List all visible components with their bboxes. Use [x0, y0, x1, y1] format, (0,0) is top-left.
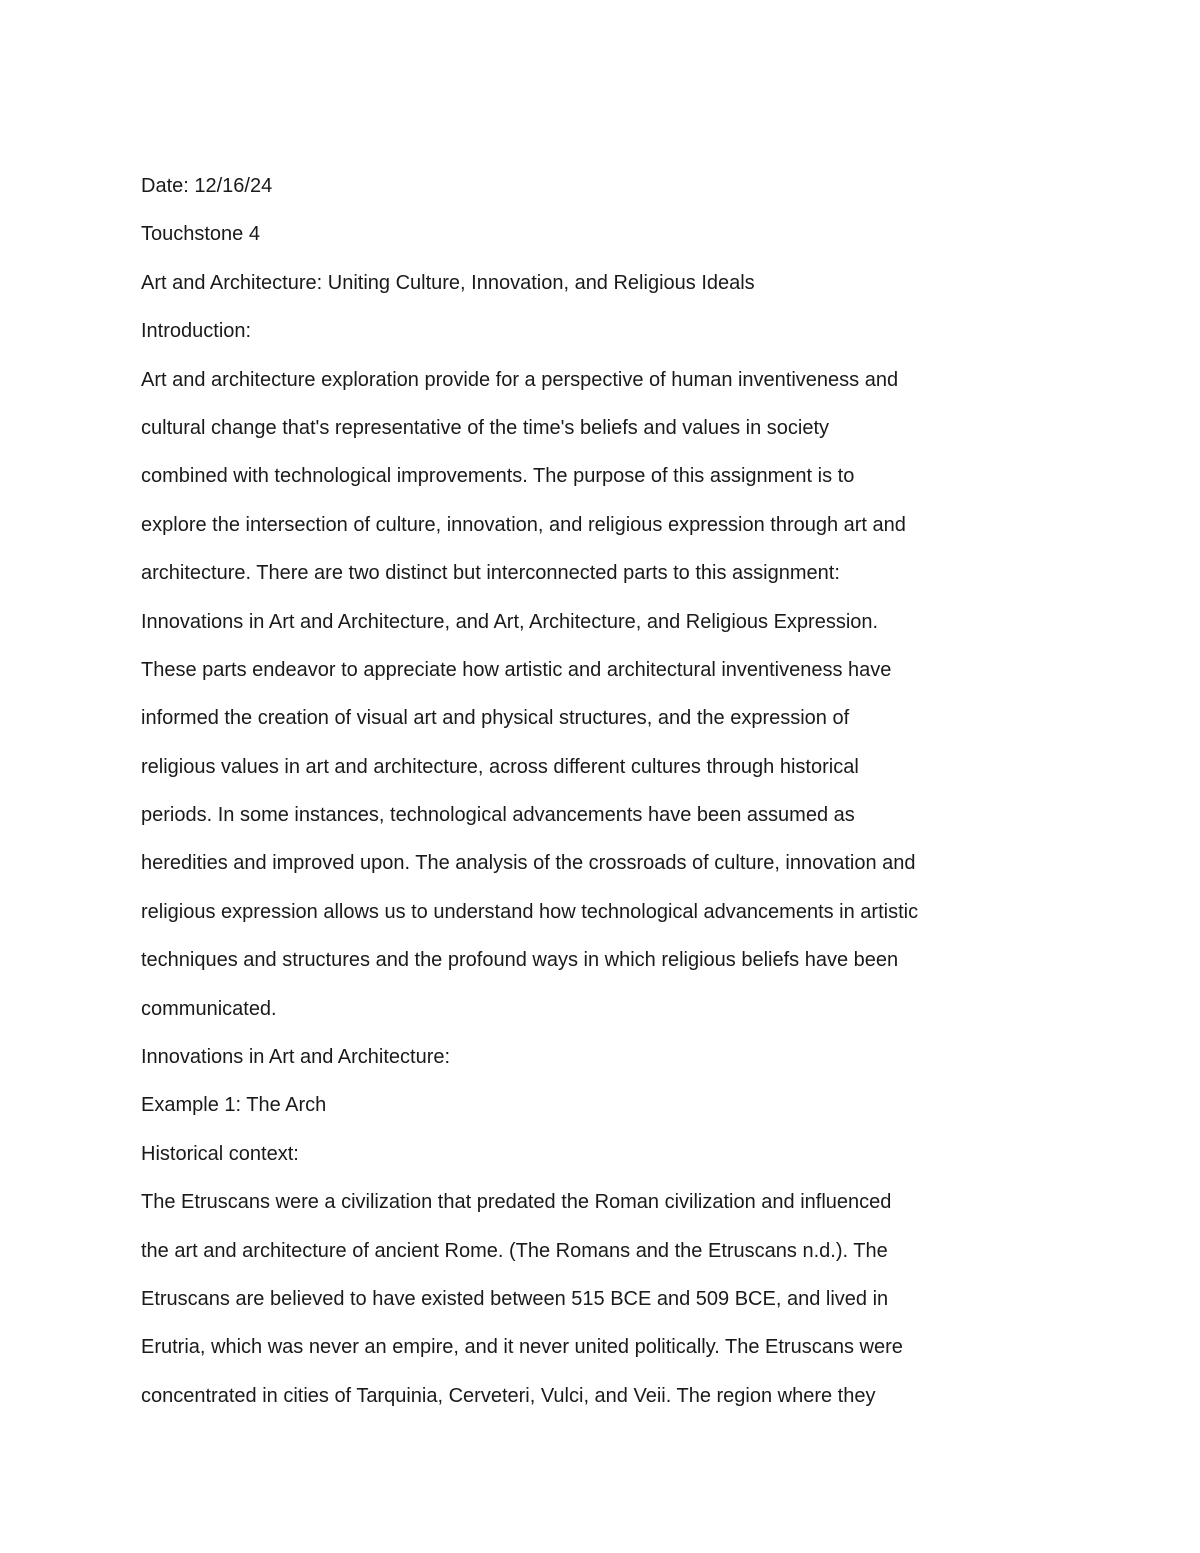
body-text-line: informed the creation of visual art and physical structures, and the expression of: [141, 707, 850, 730]
body-text-line: Etruscans are believed to have existed between 515 BCE and 509 BCE, and lived in: [141, 1287, 889, 1310]
body-text-line: periods. In some instances, technological advancements have been assumed as: [141, 804, 855, 827]
date-line: Date: 12/16/24: [141, 175, 273, 197]
body-text-line: heredities and improved upon. The analysis of the crossroads of culture, innovation and: [141, 852, 916, 875]
body-text-line: communicated.: [141, 997, 277, 1020]
body-text-line: concentrated in cities of Tarquinia, Cerveteri, Vulci, and Veii. The region where they: [141, 1384, 876, 1407]
body-text-line: religious expression allows us to understand how technological advancements in artistic: [141, 900, 919, 923]
body-text-line: Art and architecture exploration provide for a perspective of human inventiveness and: [141, 368, 899, 391]
body-text-line: Erutria, which was never an empire, and it never united politically. The Etruscans were: [141, 1336, 903, 1359]
document-body: [141, 162, 1001, 1420]
body-text-line: Innovations in Art and Architecture, and Art, Architecture, and Religious Expression.: [141, 610, 879, 633]
assignment-label: Touchstone 4: [141, 223, 260, 246]
subsection-heading-example-1: Example 1: The Arch: [141, 1094, 327, 1117]
subsection-heading-historical-context: Historical context:: [141, 1142, 299, 1165]
body-text-line: These parts endeavor to appreciate how artistic and architectural inventiveness have: [141, 658, 892, 681]
body-text-line: techniques and structures and the profound ways in which religious beliefs have been: [141, 949, 899, 972]
document-title: Art and Architecture: Uniting Culture, Innovation, and Religious Ideals: [141, 271, 755, 294]
body-text-line: combined with technological improvements. The purpose of this assignment is to: [141, 465, 855, 488]
body-text-line: The Etruscans were a civilization that predated the Roman civilization and influenced: [141, 1191, 892, 1214]
body-text-line: explore the intersection of culture, innovation, and religious expression through art and: [141, 513, 906, 536]
section-heading-innovations: Innovations in Art and Architecture:: [141, 1046, 451, 1069]
body-text-line: cultural change that's representative of the time's beliefs and values in society: [141, 416, 830, 439]
section-heading-introduction: Introduction:: [141, 320, 252, 343]
body-text-line: the art and architecture of ancient Rome. (The Romans and the Etruscans n.d.). The: [141, 1239, 888, 1262]
body-text-line: architecture. There are two distinct but interconnected parts to this assignment:: [141, 562, 840, 585]
body-text-line: religious values in art and architecture, across different cultures through historical: [141, 755, 859, 778]
